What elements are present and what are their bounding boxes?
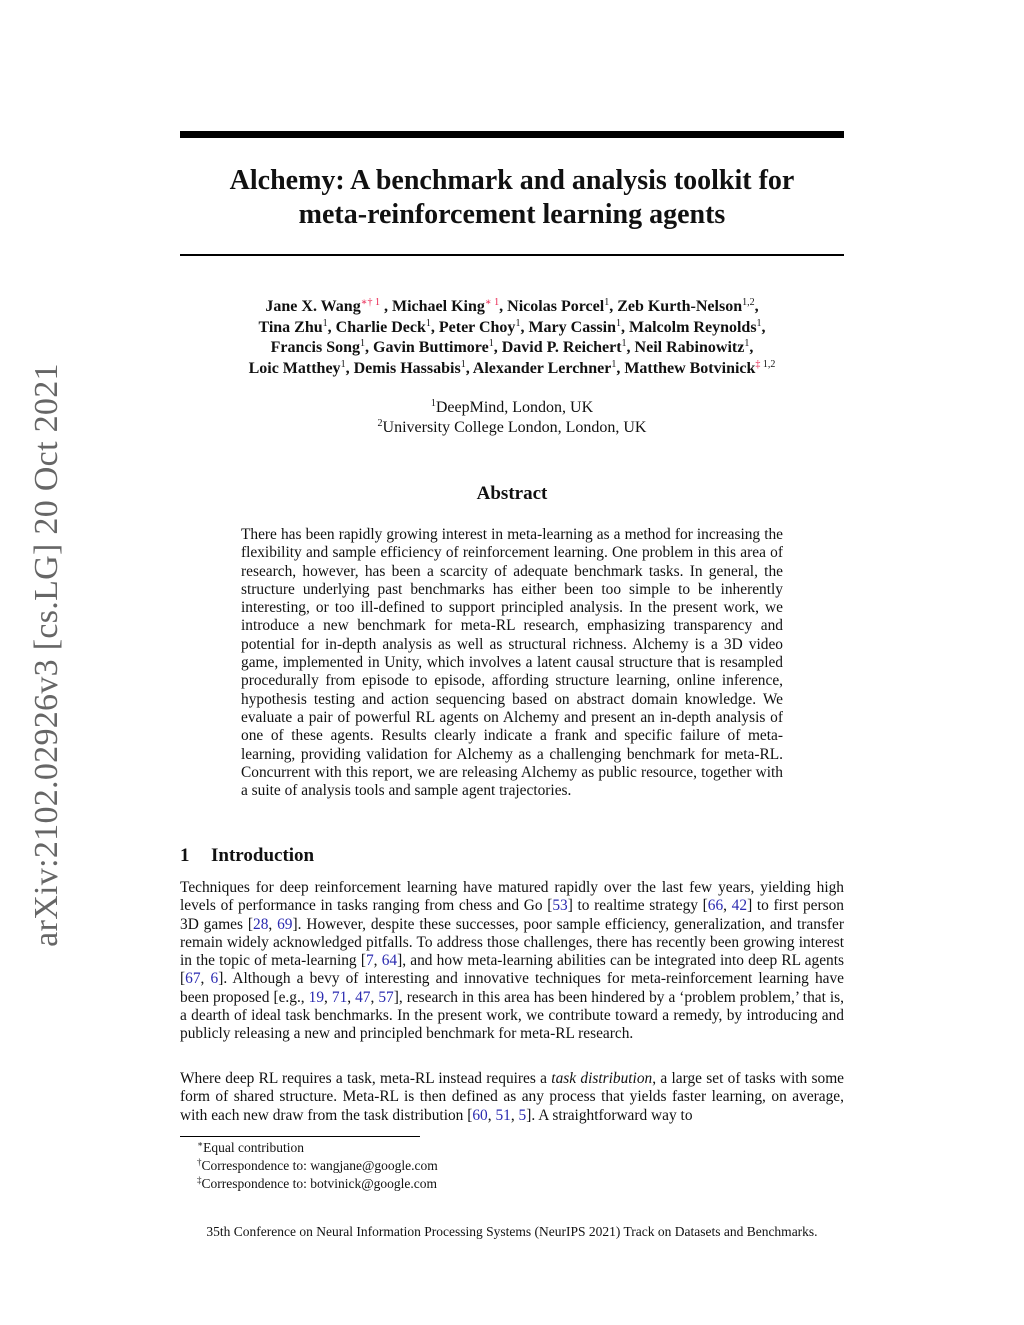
footnote-text: Correspondence to: botvinick@google.com [201, 1176, 438, 1191]
author-name: , Gavin Buttimore [365, 339, 489, 356]
citation-link[interactable]: 19 [308, 988, 325, 1006]
author-name: Loic Matthey [248, 359, 341, 377]
author-name: , Demis Hassabis [345, 359, 461, 377]
author-name: , Peter Choy [430, 318, 516, 336]
footnote-text: Correspondence to: wangjane@google.com [201, 1158, 438, 1173]
citation-link[interactable]: 71 [331, 988, 348, 1006]
abstract-body: There has been rapidly growing interest in meta-learning as a method for increasing the flexibility and sample efficiency of reinforcement learning. One problem in this area of research, however, has been a scarcity of adequate benchmark tasks. In general, the structure underlying past benchmarks has either been too simple to be inherently interesting, or too ill-defined to support principled analysis. In the present work, we introduce a new benchmark for meta-RL research, emphasizing transparency and potential for in-depth analysis as well as structural richness. Alchemy is a 3D video game, implemented in Unity, which involves a latent causal structure that is resampled procedurally from episode to episode, affording structure learning, online inference, hypothesis testing and action sequencing based on abstract domain knowledge. We evaluate a pair of powerful RL agents on Alchemy and present an in-depth analysis of one of these agents. Results clearly indicate a frank and specific failure of meta-learning, providing validation for Alchemy as a challenging benchmark for meta-RL. Concurrent with this report, we are releasing Alchemy as public resource, together with a suite of analysis tools and sample agent trajectories. [241, 526, 783, 800]
author-affil-sup: 1 [604, 297, 610, 308]
section-number: 1 [180, 845, 190, 866]
author-name: , Charlie Deck [327, 318, 426, 336]
affiliation-text: DeepMind, London, UK [435, 399, 594, 416]
citation-link[interactable]: 51 [495, 1106, 511, 1124]
footnote-mark: ‡ [197, 1175, 202, 1185]
author-list [180, 297, 844, 379]
affiliation [180, 418, 844, 438]
author-line [180, 318, 844, 339]
citation-link[interactable]: 67 [185, 970, 201, 988]
citation-link[interactable]: 60 [472, 1106, 488, 1124]
affiliations [180, 398, 844, 438]
author-name: Jane X. Wang [265, 298, 361, 315]
author-affil-sup: 1 [744, 338, 750, 349]
author-affil-sup: 1 [515, 317, 521, 329]
footnotes [197, 1139, 438, 1193]
citation-link[interactable]: 42 [731, 897, 748, 915]
author-name: , Matthew Botvinick [616, 359, 756, 377]
conference-footer: 35th Conference on Neural Information Processing Systems (NeurIPS 2021) Track on Datasets and Benchmarks. [206, 1224, 818, 1239]
author-affil-sup: 1 [360, 338, 365, 349]
author-mark: ∗† 1 [360, 297, 380, 308]
affiliation [180, 398, 844, 418]
author-affil-sup: 1 [425, 317, 431, 329]
citation-link[interactable]: 5 [518, 1106, 527, 1124]
author-affil-sup: 1 [488, 338, 494, 349]
footnote [197, 1175, 438, 1193]
emphasis-text: task distribution [551, 1070, 653, 1087]
author-line [180, 359, 844, 380]
citation-link[interactable]: 69 [277, 915, 293, 933]
author-name: Tina Zhu [258, 318, 323, 336]
author-name: , Zeb Kurth-Nelson [609, 298, 743, 315]
footnote [197, 1157, 438, 1175]
author-affil-sup: 1 [340, 358, 346, 370]
title-line-2: meta-reinforcement learning agents [298, 199, 726, 230]
author-affil-sup: 1 [460, 358, 466, 370]
author-separator: , [749, 339, 754, 356]
footnote-mark: † [197, 1157, 202, 1167]
intro-paragraph-2: Where deep RL requires a task, meta-RL instead requires a task distribution, a large set of tasks with some form of shared structure. Meta-RL is then defined as any process that yields faster learning, on average, with each new draw from the task distribution [60, 51, 5]. A straightforward way to [180, 1070, 845, 1124]
citation-link[interactable]: 28 [253, 915, 269, 933]
author-name: , Nicolas Porcel [499, 298, 605, 315]
arxiv-stamp [22, 360, 72, 950]
author-mark: ∗ 1 [484, 297, 500, 308]
citation-link[interactable]: 7 [365, 952, 374, 970]
section-heading [180, 845, 314, 867]
section-title: Introduction [211, 845, 315, 866]
intro-paragraph-1: Techniques for deep reinforcement learning have matured rapidly over the last few years, yielding high levels of performance in tasks ranging from chess and Go [53] to realtime strategy [66, 42] to first person 3D games [28, 69]. However, despite these successes, poor sample efficiency, generalization, and transfer remain widely acknowledged pitfalls. To address those challenges, there has recently been growing interest in the topic of meta-learning [7, 64], and how meta-learning abilities can be integrated into deep RL agents [67, 6]. Although a bevy of interesting and innovative techniques for meta-reinforcement learning have been proposed [e.g., 19, 71, 47, 57], research in this area has been hindered by a ‘problem problem,’ that is, a dearth of ideal task benchmarks. In the present work, we contribute toward a remedy, by introducing and publicly releasing a new and principled benchmark for meta-RL research. [180, 879, 844, 1043]
author-affil-sup: 1 [616, 317, 621, 329]
affiliation-number: 2 [377, 418, 383, 429]
author-affil-sup: 1,2 [760, 358, 776, 370]
author-affil-sup: 1 [756, 317, 762, 329]
affiliation-number: 1 [430, 398, 436, 409]
citation-link[interactable]: 6 [210, 970, 219, 988]
author-name: , Mary Cassin [520, 318, 616, 336]
citation-link[interactable]: 66 [707, 897, 724, 915]
author-separator: , [754, 298, 759, 315]
author-affil-sup: 1,2 [742, 297, 755, 308]
author-name: , Neil Rabinowitz [626, 339, 745, 356]
author-name: Francis Song [270, 339, 360, 356]
abstract-heading: Abstract [476, 483, 548, 504]
author-line [180, 338, 844, 359]
affiliation-text: University College London, London, UK [382, 419, 647, 436]
citation-link[interactable]: 47 [355, 988, 371, 1006]
footnote-rule [180, 1136, 420, 1137]
citation-link[interactable]: 53 [552, 897, 568, 915]
author-affil-sup: 1 [322, 317, 328, 329]
title-line-1: Alchemy: A benchmark and analysis toolkit for [229, 165, 795, 196]
author-name: , David P. Reichert [493, 339, 622, 356]
arxiv-stamp-text: arXiv:2102.02926v3 [cs.LG] 20 Oct 2021 [28, 363, 65, 947]
footnote [197, 1139, 438, 1157]
author-name: , Michael King [379, 298, 485, 315]
title-top-rule [180, 131, 844, 138]
author-line [180, 297, 844, 318]
footnote-mark: ∗ [197, 1139, 204, 1149]
citation-link[interactable]: 57 [378, 988, 394, 1006]
paper-title [180, 164, 844, 232]
author-affil-sup: 1 [621, 338, 627, 349]
author-name: , Alexander Lerchner [465, 359, 612, 377]
title-bottom-rule [180, 254, 844, 256]
author-name: , Malcolm Reynolds [621, 318, 757, 336]
author-mark: ‡ [755, 358, 761, 370]
author-separator: , [761, 318, 766, 336]
citation-link[interactable]: 64 [381, 952, 398, 970]
footnote-text: Equal contribution [203, 1140, 304, 1155]
author-affil-sup: 1 [611, 358, 617, 370]
